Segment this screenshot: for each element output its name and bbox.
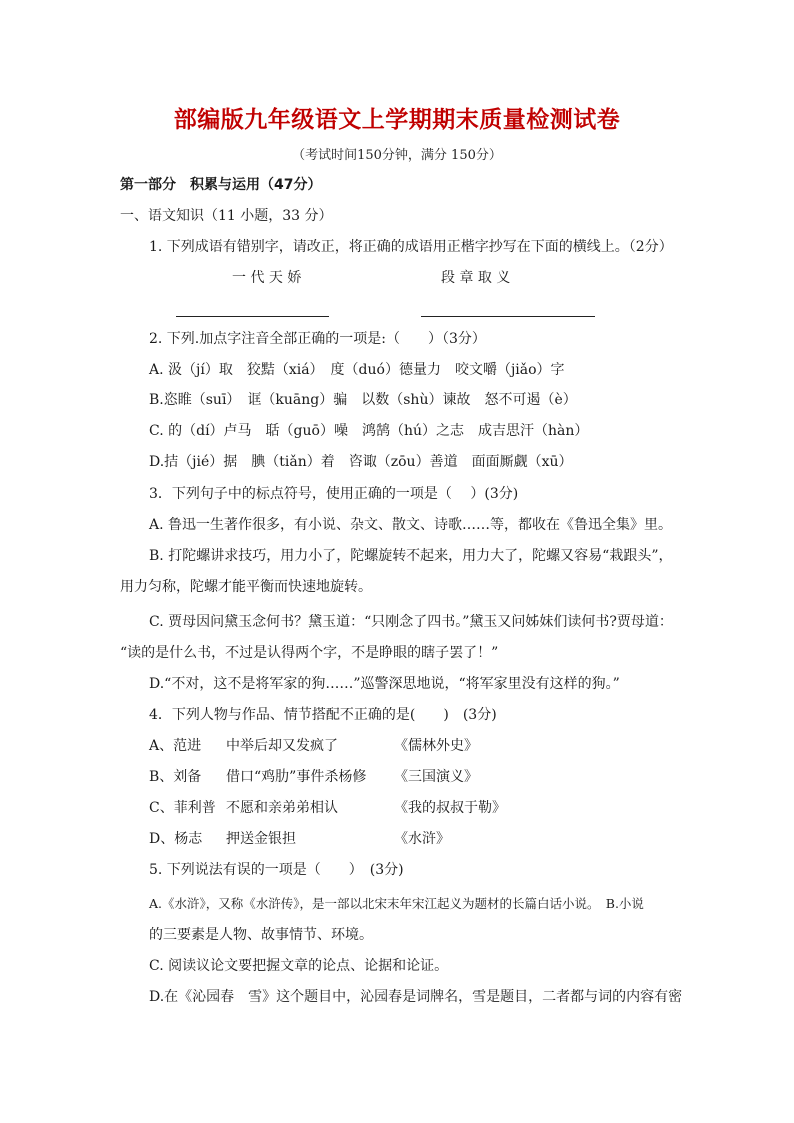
question-5-option-c: C. 阅读议论文要把握文章的论点、论据和论证。 [149, 958, 449, 974]
question-4-row-a-person: A、范进 [149, 738, 202, 754]
question-1-idiom-2: 段 章 取 义 [441, 270, 511, 286]
question-3-option-c-line-1: C. 贾母因问黛玉念何书？黛玉道：“只刚念了四书。”黛玉又问姊妹们读何书?贾母道： [149, 614, 673, 630]
question-4-row-a-book: 《儒林外史》 [394, 738, 478, 754]
section-heading: 一、语文知识（11 小题，33 分） [120, 208, 333, 224]
question-4-row-c-book: 《我的叔叔于勒》 [394, 800, 506, 816]
question-1-stem: 1. 下列成语有错别字，请改正，将正确的成语用正楷字抄写在下面的横线上。（2分） [149, 239, 673, 255]
question-5-stem: 5. 下列说法有误的一项是（ ） (3分) [149, 862, 404, 878]
question-4-row-b-person: B、刘备 [149, 769, 202, 785]
answer-blank-1[interactable] [176, 316, 329, 317]
question-2-option-d: D.拮（jié）据 腆（tiǎn）着 咨诹（zōu）善道 面面厮觑（xū） [149, 454, 573, 470]
answer-blank-2[interactable] [421, 316, 595, 317]
question-5-option-a-line-2: 的三要素是人物、故事情节、环境。 [149, 927, 373, 943]
question-4-row-b-book: 《三国演义》 [394, 769, 478, 785]
question-5-option-d: D.在《沁园春 雪》这个题目中，沁园春是词牌名，雪是题目，二者都与词的内容有密 [149, 989, 683, 1005]
question-3-option-b-line-1: B. 打陀螺讲求技巧，用力小了，陀螺旋转不起来，用力大了，陀螺又容易“栽跟头”， [149, 548, 673, 564]
question-4-row-d-person: D、杨志 [149, 831, 203, 847]
part-heading: 第一部分 积累与运用（47分） [120, 177, 322, 193]
question-3-stem: 3．下列句子中的标点符号，使用正确的一项是（ ）(3分) [149, 486, 519, 502]
page-title: 部编版九年级语文上学期期末质量检测试卷 [173, 107, 621, 133]
question-4-row-d-book: 《水浒》 [394, 831, 450, 847]
question-4-row-c-person: C、菲利普 [149, 800, 216, 816]
question-3-option-b-line-2: 用力匀称，陀螺才能平衡而快速地旋转。 [120, 579, 372, 595]
question-2-option-c: C. 的（dí）卢马 聒（guō）噪 鸿鹄（hú）之志 成吉思汗（hàn） [149, 423, 589, 439]
question-4-row-d-plot: 押送金银担 [226, 831, 296, 847]
question-2-stem: 2. 下列.加点字注音全部正确的一项是:（ ）（3分） [149, 331, 486, 347]
question-3-option-a: A. 鲁迅一生著作很多，有小说、杂文、散文、诗歌……等，都收在《鲁迅全集》里。 [149, 517, 673, 533]
question-3-option-d: D.“不对，这不是将军家的狗……”巡警深思地说，“将军家里没有这样的狗。” [149, 676, 620, 692]
question-3-option-c-line-2: “读的是什么书，不过是认得两个字，不是睁眼的瞎子罢了！” [120, 645, 499, 661]
question-2-option-b: B.恣睢（suī） 诓（kuāng）骗 以数（shù）谏故 怒不可遏（è） [149, 392, 577, 408]
question-4-row-b-plot: 借口“鸡肋”事件杀杨修 [226, 769, 367, 785]
exam-subtitle: （考试时间150分钟，满分 150分） [292, 148, 502, 163]
question-4-row-c-plot: 不愿和亲弟弟相认 [226, 800, 338, 816]
question-1-idiom-1: 一 代 天 娇 [232, 270, 302, 286]
question-2-option-a: A. 汲（jí）取 狡黠（xiá） 度（duó）德量力 咬文嚼（jiǎo）字 [149, 362, 565, 378]
question-4-stem: 4．下列人物与作品、情节搭配不正确的是( ) (3分) [149, 707, 497, 723]
question-4-row-a-plot: 中举后却又发疯了 [226, 738, 338, 754]
question-5-option-a-line-1: A.《水浒》，又称《水浒传》，是一部以北宋末年宋江起义为题材的长篇白话小说。 B.小说 [149, 896, 644, 911]
